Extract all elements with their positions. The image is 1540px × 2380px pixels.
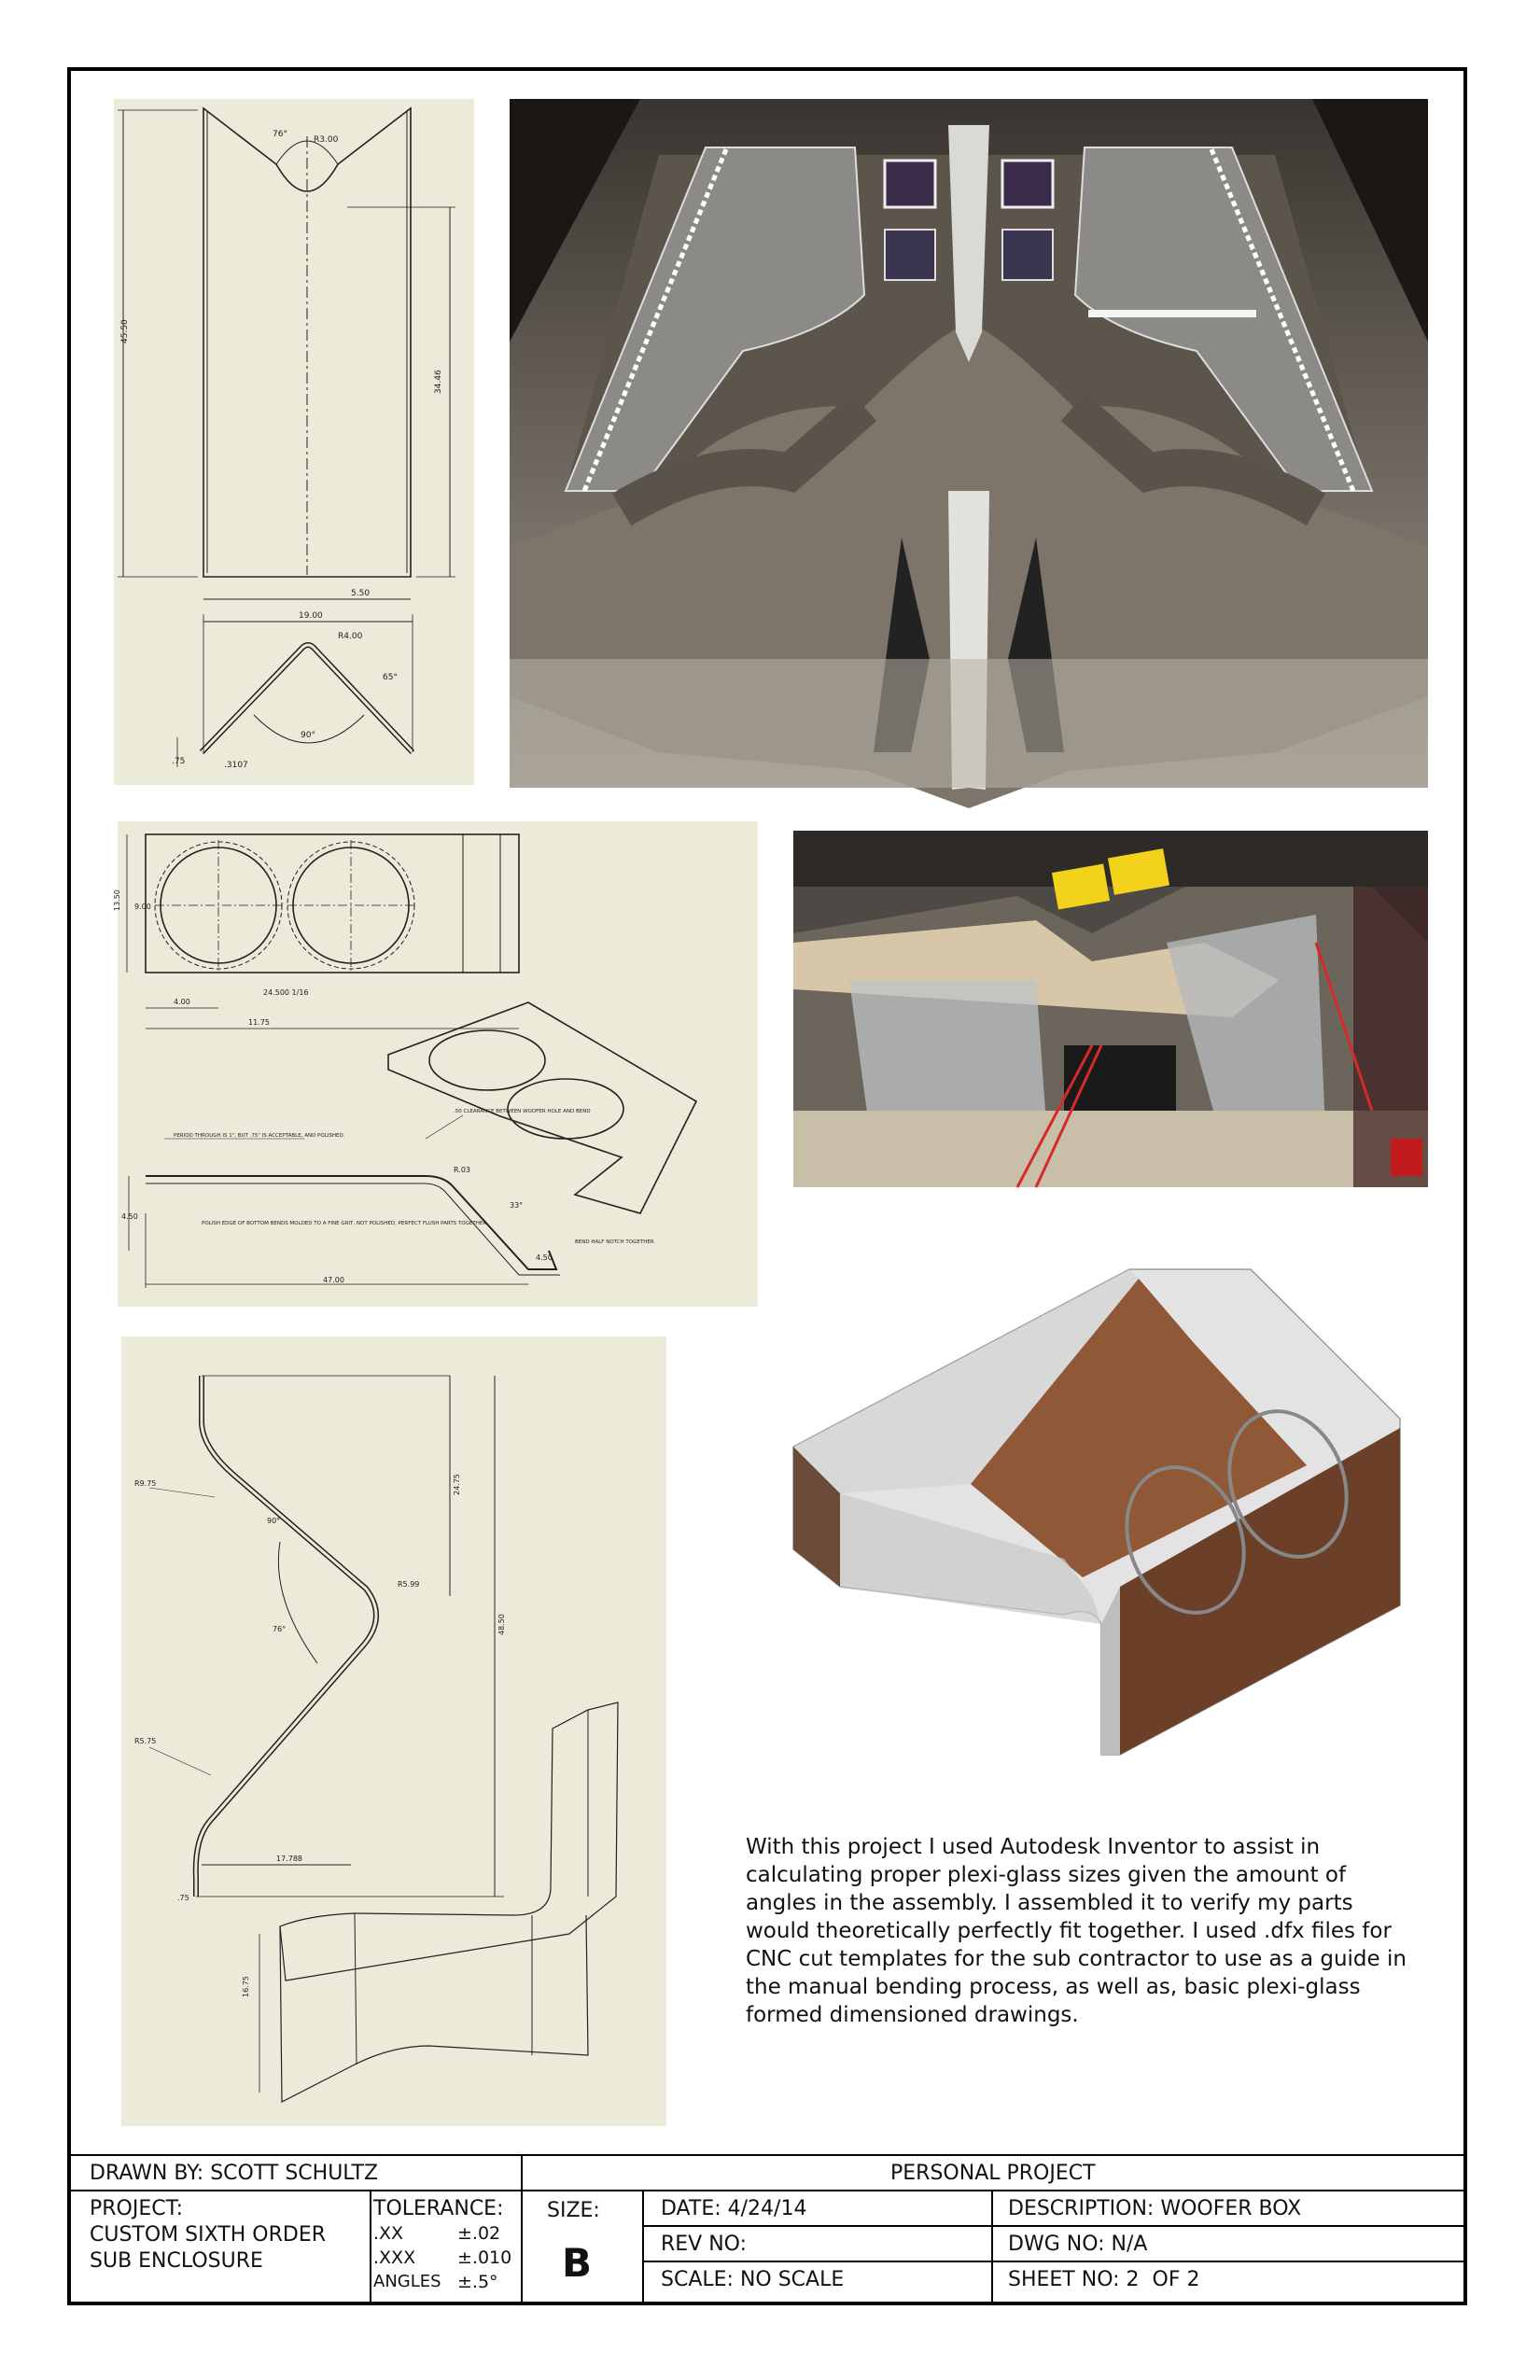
tolerance-xxx-value: ±.010 [457,2247,512,2268]
date: DATE: 4/24/14 [661,2197,807,2220]
dim-label: 76° [273,1625,287,1633]
drawn-by: DRAWN BY: SCOTT SCHULTZ [90,2162,379,2185]
dim-label: .75 [177,1894,189,1902]
dim-label: R3.00 [314,135,339,145]
description-field: DESCRIPTION: WOOFER BOX [1008,2197,1302,2220]
drawing-plexi-side-panel [121,1337,666,2126]
dim-label: 9.00 [134,903,151,911]
note-text: .50 CLEARANCE BETWEEN WOOFER HOLE AND BEND [454,1109,591,1114]
photo-installed-enclosure-lit [510,99,1428,788]
note-text: BEND HALF NOTCH TOGETHER [575,1239,654,1245]
scale: SCALE: NO SCALE [661,2268,845,2291]
dim-label: R4.00 [338,632,363,641]
dim-label: 65° [383,673,398,682]
dim-label: 24.500 1/16 [263,988,309,997]
render-enclosure-3d [784,1269,1419,1773]
note-text: PERIOD THROUGH IS 1", BUT .75" IS ACCEPTABLE, AND POLISHED. [174,1133,345,1139]
dim-label: 13.50 [113,889,121,911]
dim-label: 5.50 [351,589,371,598]
tolerance-angles-value: ±.5° [457,2272,498,2292]
photo-enclosure-during-build [793,831,1428,1187]
dim-label: 90° [301,731,315,740]
dim-label: R5.75 [134,1737,157,1745]
dim-label: 17.788 [276,1855,302,1863]
sheet-no: SHEET NO: 2 OF 2 [1008,2268,1200,2291]
dim-label: 76° [273,130,287,139]
dim-label: 34.46 [434,370,443,394]
dim-label: 4.50 [536,1253,553,1262]
dim-label: R.03 [454,1166,470,1174]
dim-label: 4.00 [174,998,190,1006]
tolerance-label: TOLERANCE: [373,2197,504,2220]
dim-label: 19.00 [299,611,323,621]
drawing-woofer-baffle [113,821,758,1307]
tolerance-xx: .XX [373,2223,404,2244]
dim-label: .3107 [224,761,248,770]
tolerance-angles: ANGLES [373,2272,441,2291]
dim-label: 33° [510,1201,524,1210]
note-text: POLISH EDGE OF BOTTOM BENDS MOLDED TO A FINE GRIT, NOT POLISHED, PERFECT FLUSH PARTS TOGETHER [202,1221,487,1226]
rev-no: REV NO: [661,2233,748,2256]
dim-label: 45.50 [120,319,130,343]
size-value: B [562,2240,593,2286]
drawing-plexi-v-panel [114,99,474,785]
dim-label: 90° [267,1517,281,1525]
dim-label: 4.50 [121,1212,138,1221]
title-block [71,2154,1463,2302]
dim-label: 47.00 [323,1276,344,1284]
dim-label: 11.75 [248,1018,270,1027]
dim-label: 48.50 [497,1614,506,1635]
dim-label: R9.75 [134,1479,157,1488]
tolerance-xx-value: ±.02 [457,2223,501,2244]
size-label: SIZE: [547,2199,600,2222]
project-description: With this project I used Autodesk Inventor to assist in calculating proper plexi-glass sizes given the amount of angles in the assembly. I assembled it to verify my parts would theoretically perfectly fit together. I used .dfx files for CNC cut templates for the sub contractor to use as a guide in the manual bending process, as well as, basic plexi-glass formed dimensioned drawings. [746,1835,1407,2027]
dim-label: R5.99 [398,1580,420,1589]
tolerance-xxx: .XXX [373,2247,416,2268]
dim-label: 24.75 [453,1474,461,1495]
dim-label: .75 [172,757,186,766]
project-label: PROJECT: [90,2197,184,2220]
project-line2: SUB ENCLOSURE [90,2249,263,2273]
dwg-no: DWG NO: N/A [1008,2233,1148,2256]
project-line1: CUSTOM SIXTH ORDER [90,2223,326,2247]
dim-label: 16.75 [242,1976,250,1997]
personal-project: PERSONAL PROJECT [890,2162,1096,2185]
